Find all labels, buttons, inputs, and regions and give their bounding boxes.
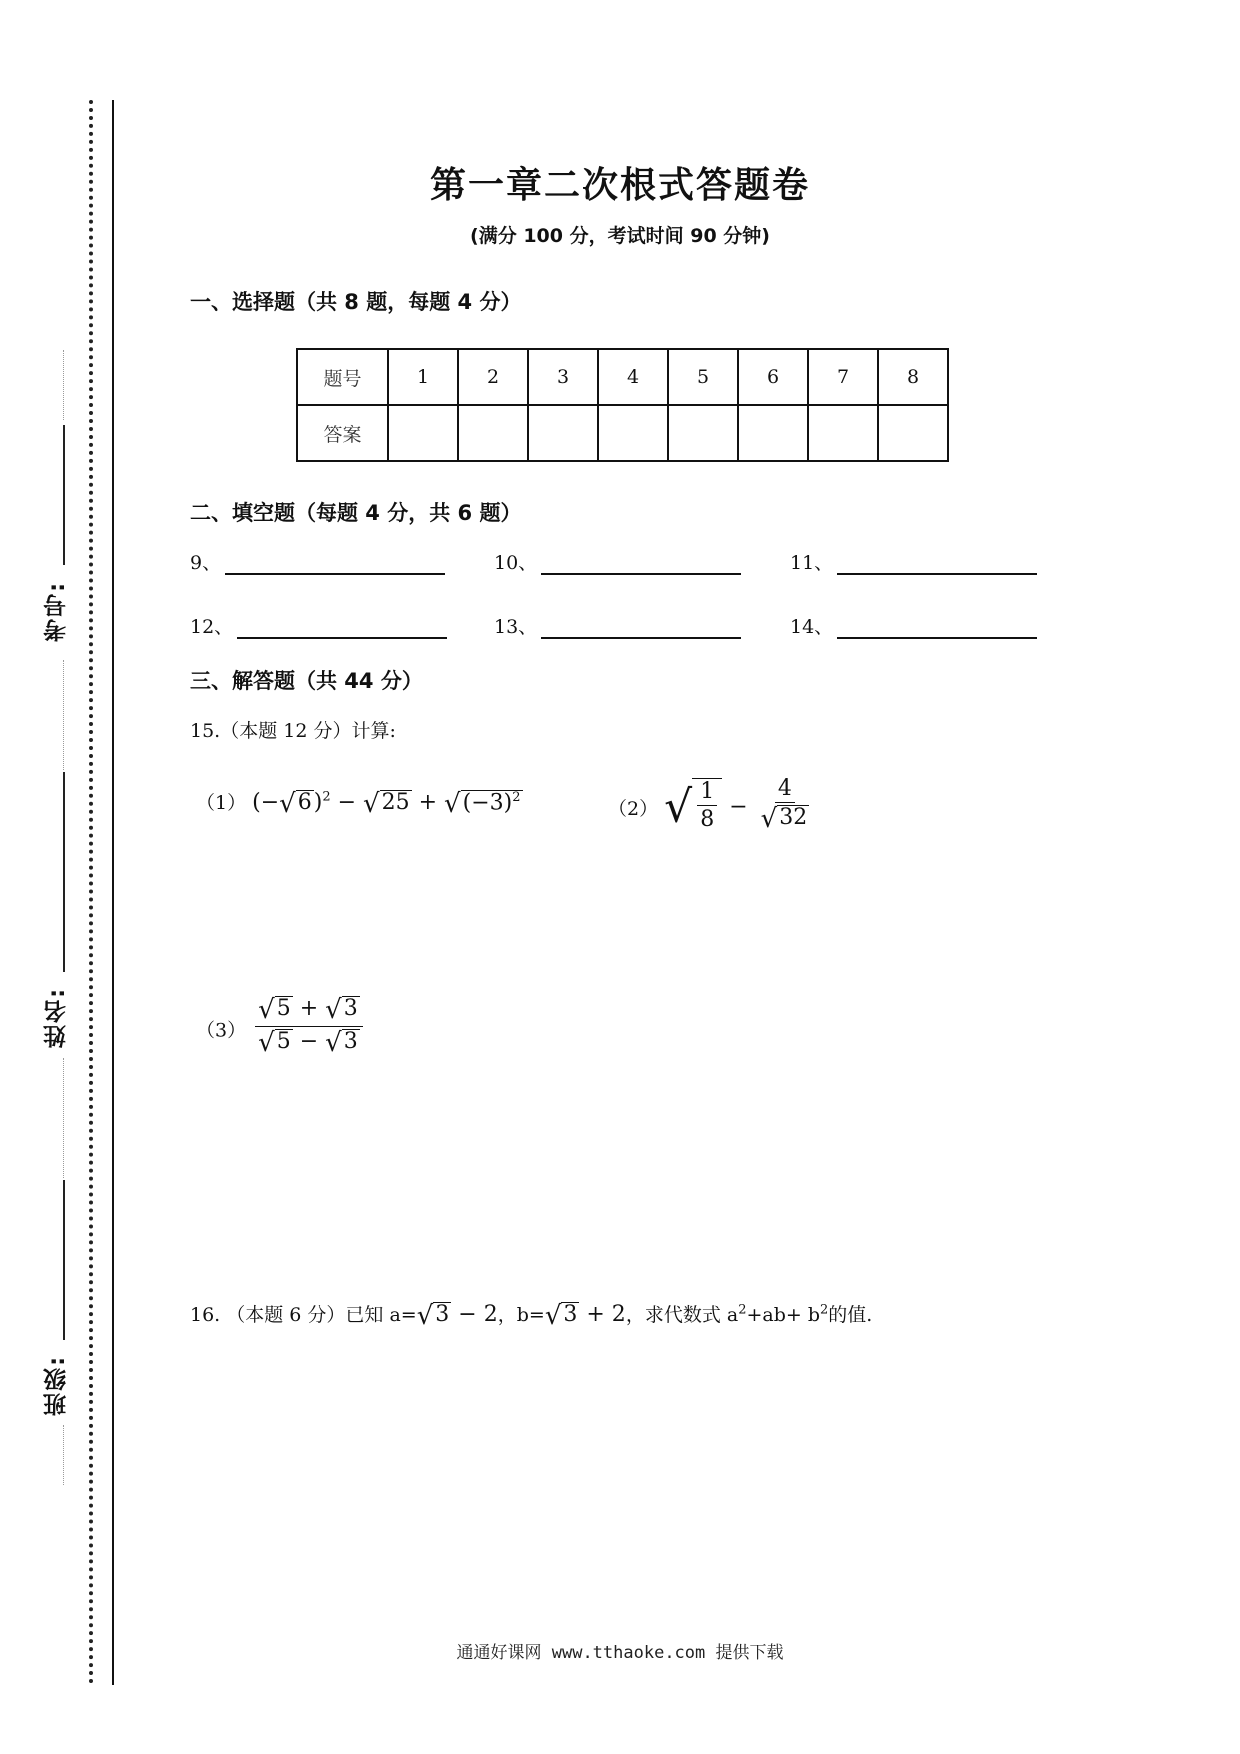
fill-blank-14 — [790, 612, 1037, 639]
class-label: 班级: — [44, 1354, 70, 1416]
section2-title: 二、填空题（每题 4 分，共 6 题） — [190, 501, 522, 525]
blank-number: 10、 — [494, 552, 538, 574]
question-number: 5 — [668, 349, 738, 405]
expression-1: $(-√6)^2 - √25 + √(-3)^2$ — [252, 789, 521, 819]
question-number: 4 — [598, 349, 668, 405]
question-15-part2 — [608, 776, 815, 837]
expression-2: √ $\frac{1}{8}$ − $\frac{4}{√32}$ — [664, 776, 808, 835]
row-label-answer: 答案 — [297, 405, 388, 461]
fill-blank-12 — [190, 612, 447, 639]
answer-cell[interactable] — [458, 405, 528, 461]
row-label-number: 题号 — [297, 349, 388, 405]
exam-no-label: 考号: — [44, 580, 70, 642]
exam-no-blank-line[interactable] — [63, 425, 65, 565]
q16-suffix-a: ，求代数式 a — [625, 1304, 739, 1326]
binding-solid-line — [112, 100, 114, 1685]
q16-mid: ，b= — [497, 1304, 545, 1326]
part-label: （1） — [196, 792, 247, 814]
answer-cell[interactable] — [598, 405, 668, 461]
expr-a: √3 − 2 — [416, 1301, 498, 1331]
blank-number: 12、 — [190, 616, 234, 638]
question-number: 1 — [388, 349, 458, 405]
answer-line[interactable] — [541, 551, 741, 575]
q16-prefix: 16. （本题 6 分）已知 a= — [190, 1304, 417, 1326]
q16-suffix-c: 的值. — [828, 1304, 873, 1326]
question-number: 8 — [878, 349, 948, 405]
blank-number: 14、 — [790, 616, 834, 638]
page-subtitle: (满分 100 分，考试时间 90 分钟) — [470, 225, 770, 247]
blank-number: 11、 — [790, 552, 834, 574]
class-blank-line[interactable] — [63, 1180, 65, 1340]
question-number: 3 — [528, 349, 598, 405]
section1-title: 一、选择题（共 8 题，每题 4 分） — [190, 290, 522, 314]
fill-blank-9 — [190, 548, 445, 575]
expression-3: $\frac{√5 + √3}{√5 - √3}$ — [252, 1015, 366, 1040]
part-label: （2） — [608, 798, 659, 821]
answer-line[interactable] — [837, 551, 1037, 575]
question-number: 2 — [458, 349, 528, 405]
answer-table — [296, 348, 949, 462]
answer-cell[interactable] — [878, 405, 948, 461]
page-title: 第一章二次根式答题卷 — [429, 165, 810, 206]
perforation-dotted-line — [89, 100, 93, 1685]
q16-suffix-b: +ab+ b — [746, 1304, 821, 1326]
question-number: 6 — [738, 349, 808, 405]
fill-blank-11 — [790, 548, 1037, 575]
answer-cell[interactable] — [738, 405, 808, 461]
fill-blank-13 — [494, 612, 741, 639]
margin-dots — [63, 1058, 64, 1178]
answer-cell[interactable] — [668, 405, 738, 461]
question-15-part3 — [196, 995, 366, 1061]
expr-b: √3 + 2 — [544, 1301, 626, 1331]
name-label: 姓名: — [44, 986, 70, 1048]
answer-cell[interactable] — [528, 405, 598, 461]
part-label: （3） — [196, 1019, 247, 1042]
margin-dots — [63, 660, 64, 770]
question-15-stem: 15.（本题 12 分）计算: — [190, 720, 396, 742]
margin-dots — [63, 1425, 64, 1485]
question-15-part1 — [196, 788, 523, 819]
page-footer: 通通好课网 www.tthaoke.com 提供下载 — [456, 1643, 784, 1663]
blank-number: 9、 — [190, 552, 222, 574]
answer-line[interactable] — [237, 615, 447, 639]
answer-cell[interactable] — [388, 405, 458, 461]
margin-dots — [63, 350, 64, 420]
name-blank-line[interactable] — [63, 772, 65, 972]
question-number: 7 — [808, 349, 878, 405]
blank-number: 13、 — [494, 616, 538, 638]
answer-cell[interactable] — [808, 405, 878, 461]
fill-blank-10 — [494, 548, 741, 575]
answer-line[interactable] — [541, 615, 741, 639]
section3-title: 三、解答题（共 44 分） — [190, 669, 423, 693]
answer-line[interactable] — [225, 551, 445, 575]
answer-line[interactable] — [837, 615, 1037, 639]
question-16: 16. （本题 6 分）已知 a=√3 − 2，b=√3 + 2，求代数式 $a^2+ab+ b^2$的值. — [190, 1301, 873, 1331]
